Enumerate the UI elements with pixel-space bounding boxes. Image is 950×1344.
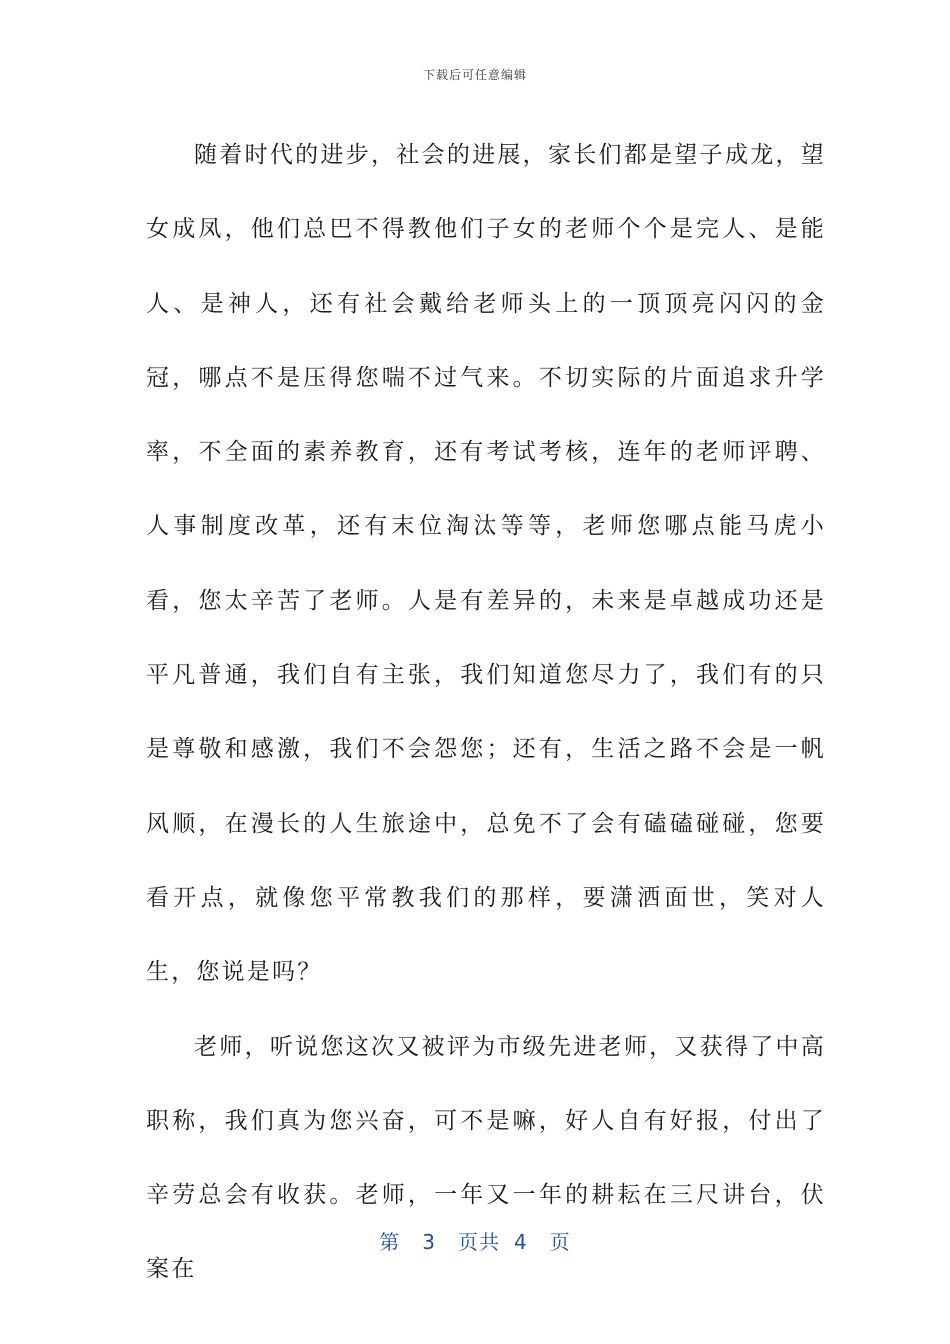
paragraph-1: 随着时代的进步，社会的进展，家长们都是望子成龙，望女成凤，他们总巴不得教他们子女的老师个个是完人、是能人、是神人，还有社会戴给老师头上的一顶顶亮闪闪的金冠，哪点不是压得您喘不过气来。不切实际的片面追求升学率，不全面的素养教育，还有考试考核，连年的老师评聘、人事制度改革，还有末位淘汰等等，老师您哪点能马虎小看，您太辛苦了老师。人是有差异的，未来是卓越成功还是平凡普通，我们自有主张，我们知道您尽力了，我们有的只是尊敬和感激，我们不会怨您；还有，生活之路不会是一帆风顺，在漫长的人生旅途中，总免不了会有磕磕碰碰，您要看开点，就像您平常教我们的那样，要潇洒面世，笑对人生，您说是吗？: [146, 142, 826, 986]
document-body: [146, 118, 826, 1307]
footer-suffix: 页: [549, 1230, 571, 1254]
paragraph-2: 老师，听说您这次又被评为市级先进老师，又获得了中高职称，我们真为您兴奋，可不是嘛，好人自有好报，付出了辛劳总会有收获。老师，一年又一年的耕耘在三尺讲台，伏案在: [146, 1033, 826, 1283]
footer-prefix: 第: [379, 1230, 401, 1254]
footer-current-page: 3: [422, 1230, 436, 1254]
page-number-footer: [0, 1226, 950, 1255]
footer-middle: 页共: [458, 1230, 500, 1254]
footer-total-pages: 4: [514, 1230, 528, 1254]
header-note: 下载后可任意编辑: [422, 68, 527, 82]
